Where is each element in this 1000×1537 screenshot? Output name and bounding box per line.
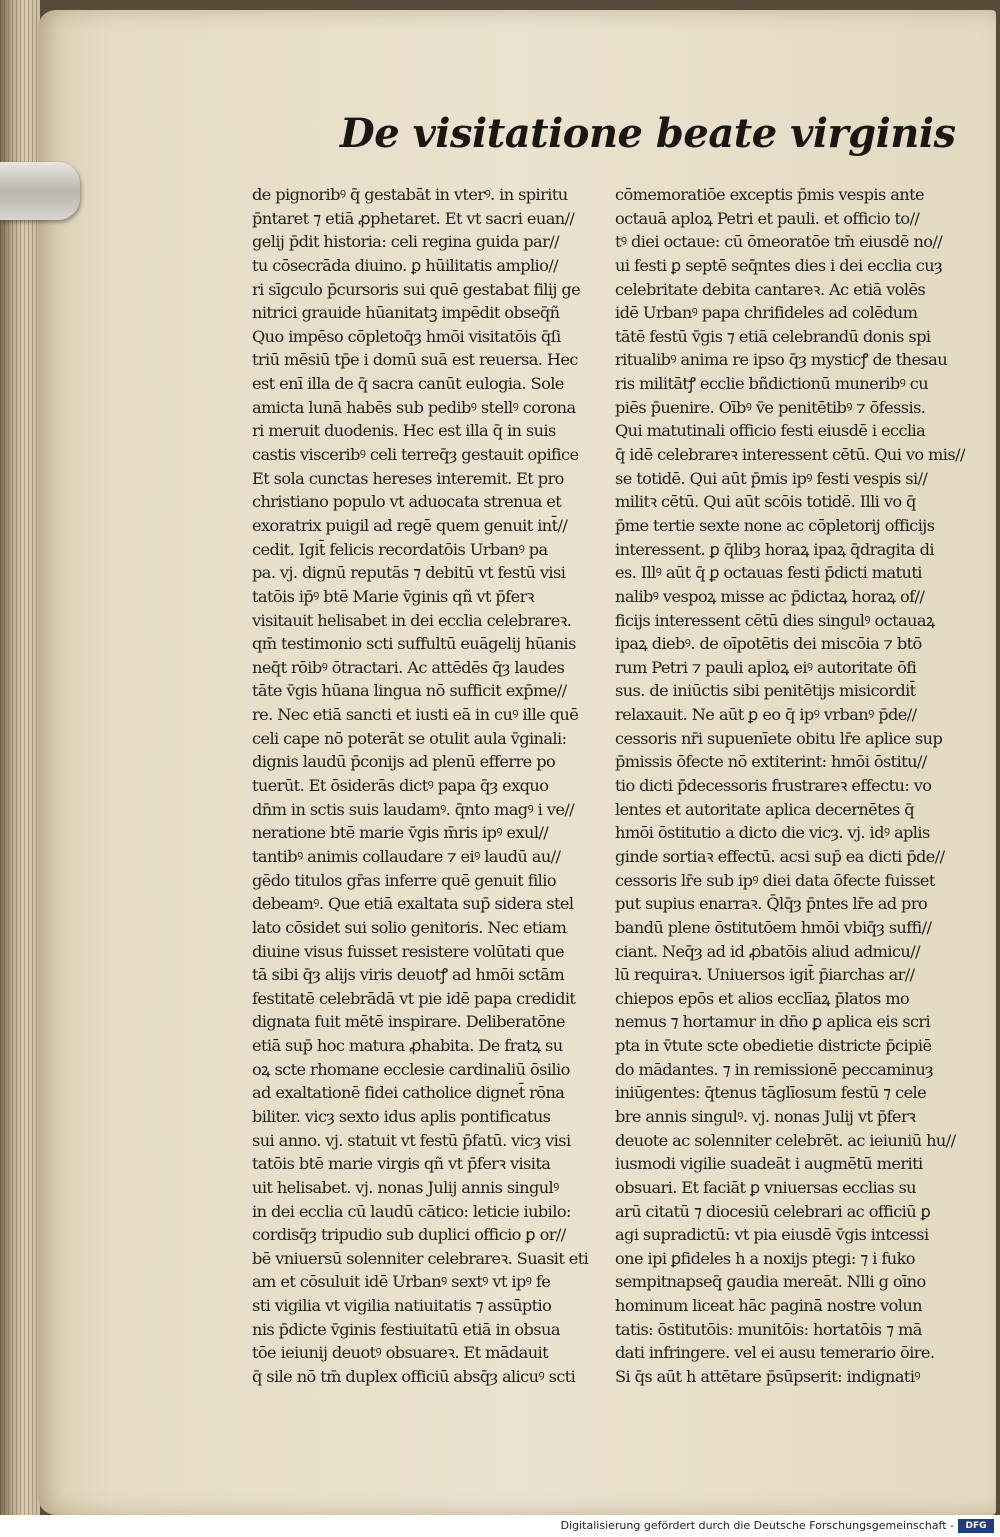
left-text-column	[252, 183, 604, 1389]
text-line: tā sibi q̄ȝ alijs viris deuotꝭ ad hmōi sctām	[252, 965, 565, 985]
text-line: rum Petri ⁊ pauli aploꝝ eiꝰ autoritate ōfi	[615, 657, 917, 677]
text-line: cordisq̄ȝ tripudio sub duplici officio ꝑ or//	[252, 1225, 566, 1245]
text-line: sempitnapseq̄ gaudia mereāt. Nlli g oīno	[615, 1272, 926, 1292]
text-line: hominum liceat hāc paginā nostre volun	[615, 1296, 922, 1316]
text-line: dati infringere. vel ei ausu temerario ōire.	[615, 1343, 935, 1363]
text-line: de pignoribꝰ q̄ gestabāt in vterꝰ. in spiritu	[252, 185, 568, 204]
text-line: lū requiraꝛ. Uniuersos igit̄ p̄iarchas ar//	[615, 965, 915, 985]
text-line: dn̄m in sctis suis laudamꝰ. q̄nto magꝰ i ve//	[252, 799, 575, 819]
right-text-column	[615, 183, 965, 1389]
text-line: re. Nec etiā sancti et iusti eā in cuꝰ ille quē	[252, 705, 579, 725]
text-line: put supius enarraꝛ. Q̄lq̄ȝ p̄ntes lr̄e ad pro	[615, 894, 928, 914]
text-line: one ipi ꝑfideles h a noxijs ptegi: ⁊ i fuko	[615, 1248, 915, 1268]
text-line: pa. vj. dignū reputās ⁊ debitū vt festū visi	[252, 563, 566, 583]
text-line: castis visceribꝰ celi terreq̄ȝ gestauit opifice	[252, 445, 579, 465]
text-line: neratione btē marie v̄gis m̄ris ipꝰ exul//	[252, 823, 549, 843]
footer-credit: Digitalisierung gefördert durch die Deutsche Forschungsgemeinschaft -	[560, 1519, 954, 1532]
text-line: tōe ieiunij deuotꝰ obsuareꝛ. Et mādauit	[252, 1343, 549, 1363]
text-line: hmōi ōstitutio a dicto die vicȝ. vj. idꝰ aplis	[615, 823, 930, 843]
text-line: gēdo titulos gr̄as inferre quē genuit filio	[252, 870, 556, 890]
text-line: bē vniuersū solenniter celebrareꝛ. Suasit eti	[252, 1248, 589, 1268]
text-line: cessoris lr̄e sub ipꝰ diei data ōfecte fuisset	[615, 870, 935, 890]
text-line: p̄ntaret ⁊ etiā ꝓphetaret. Et vt sacri euan//	[252, 208, 575, 228]
text-line: ad exaltationē fidei catholice dignet̄ rōna	[252, 1083, 565, 1103]
text-line: cessoris nr̄i supuenīete obitu lr̄e aplice sup	[615, 728, 943, 748]
text-line: nitrici grauide hūanitatꝫ impēdit obseq̄ñ	[252, 303, 560, 323]
text-line: christiano populo vt aduocata strenua et	[252, 492, 562, 512]
text-line: exoratrix puigil ad regē quem genuit int̄//	[252, 515, 568, 535]
text-line: piēs p̄uenire. Oībꝰ v̄e penitētibꝰ ⁊ ōfessis.	[615, 397, 926, 417]
text-line: festitatē celebrādā vt pie idē papa credidit	[252, 988, 576, 1008]
text-line: est enī illa de q̄ sacra canūt eulogia. Sole	[252, 374, 564, 394]
text-line: do mādantes. ⁊ in remissionē peccaminuȝ	[615, 1059, 933, 1079]
text-line: dignata fuit mētē inspirare. Deliberatōne	[252, 1012, 566, 1032]
text-line: tatis: ōstitutōis: munitōis: hortatōis ⁊ mā	[615, 1319, 922, 1339]
text-line: ris militātꝭ ecclie bñdictionū muneribꝰ cu	[615, 374, 929, 394]
text-line: chiepos epōs et alios ecclīaꝝ p̄latos mo	[615, 988, 910, 1008]
text-line: ri sīgculo p̄cursoris sui quē gestabat filij ge	[252, 279, 581, 299]
text-line: deuote ac solenniter celebrēt. ac ieiuniū hu//	[615, 1130, 956, 1150]
text-line: ficijs interessent cētū dies singulꝰ octauaꝝ	[615, 610, 935, 630]
text-line: lentes et autoritate aplica decernētes q̄	[615, 799, 915, 819]
text-line: tatōis btē marie virgis qñ vt p̄ferꝛ visita	[252, 1154, 551, 1174]
dfg-logo: DFG	[958, 1519, 994, 1533]
text-line: Si q̄s aūt h attētare p̄sūpserit: indignatiꝰ	[615, 1367, 920, 1387]
text-line: se totidē. Qui aūt p̄mis ipꝰ festi vespis si//	[615, 468, 928, 488]
text-line: iniūgentes: q̄tenus tāglīosum festū ⁊ cele	[615, 1083, 927, 1103]
text-line: gelij p̄dit historia: celi regina guida par//	[252, 232, 559, 252]
text-line: nis p̄dicte v̄ginis festiuitatū etiā in obsua	[252, 1319, 560, 1339]
text-line: ipaꝝ diebꝰ. de oīpotētis dei miscōia ⁊ btō	[615, 634, 922, 654]
text-line: sui anno. vj. statuit vt festū p̄fatū. vicȝ visi	[252, 1130, 571, 1150]
text-line: visitauit helisabet in dei ecclia celebrareꝛ.	[252, 610, 572, 630]
text-line: tantibꝰ animis collaudare ⁊ eiꝰ laudū au//	[252, 846, 561, 866]
text-line: celi cape nō poterāt se otulit aula v̄ginali:	[252, 728, 567, 748]
text-line: Qui matutinali officio festi eiusdē i ecclia	[615, 421, 926, 441]
text-line: tuerūt. Et ōsiderās dictꝰ papa q̄ȝ exquo	[252, 776, 549, 796]
text-line: Et sola cunctas hereses interemit. Et pro	[252, 468, 564, 488]
text-line: neq̄t rōibꝰ ōtractari. Ac attēdēs q̄ȝ laudes	[252, 657, 565, 677]
text-line: diuine visus fuisset resistere volūtati que	[252, 941, 564, 961]
text-line: p̄me tertie sexte none ac cōpletorij officijs	[615, 515, 935, 535]
text-line: in dei ecclia cū laudū cātico: leticie iubilo:	[252, 1201, 571, 1221]
text-line: tatōis ip̄ꝰ btē Marie v̄ginis qñ vt p̄ferꝛ	[252, 586, 534, 606]
text-line: ritualibꝰ anima re ipso q̄ȝ mysticꝭ de thesau	[615, 350, 948, 370]
text-line: triū mēsiū tp̄e i domū suā est reuersa. Hec	[252, 350, 578, 370]
text-line: qm̄ testimonio scti suffultū euāgelij hūanis	[252, 634, 576, 654]
text-line: oꝝ scte rhomane ecclesie cardinaliū ōsilio	[252, 1059, 570, 1079]
text-line: ciant. Neq̄ȝ ad id ꝓbatōis aliud admicu//	[615, 941, 920, 961]
text-line: lato cōsidet sui solio genitoris. Nec etiam	[252, 917, 567, 937]
text-line: biliter. vicȝ sexto idus aplis pontificatus	[252, 1106, 551, 1126]
text-line: tāte v̄gis hūana lingua nō sufficit exp̄me//	[252, 681, 567, 701]
digitization-footer	[0, 1515, 1000, 1537]
text-line: ginde sortiaꝛ effectū. acsi sup̄ ea dicti p̄de//	[615, 846, 945, 866]
text-line: octauā aploꝝ Petri et pauli. et officio to//	[615, 208, 920, 228]
text-line: interessent. ꝑ q̄libȝ horaꝝ ipaꝝ q̄dragita di	[615, 539, 934, 559]
page-heading: De visitatione beate virginis	[340, 110, 956, 157]
page-clip	[0, 162, 80, 220]
text-line: q̄ idē celebrareꝛ interessent cētū. Qui vo mis//	[615, 445, 965, 465]
text-line: tātē festū v̄gis ⁊ etiā celebrandū donis spi	[615, 326, 931, 346]
text-line: militꝛ cētū. Qui aūt scōis totidē. Illi vo q̄	[615, 492, 916, 512]
text-line: ri meruit duodenis. Hec est illa q̄ in suis	[252, 421, 556, 441]
text-line: pta in v̄tute scte obedietie districte p̄cipiē	[615, 1036, 932, 1056]
text-line: ui festi ꝑ septē seq̄ntes dies i dei ecclia cuȝ	[615, 255, 942, 275]
text-line: p̄missis ōfecte nō extiterint: hmōi ōstitu//	[615, 752, 927, 772]
text-line: nemus ⁊ hortamur in dn̄o ꝑ aplica eis scri	[615, 1012, 931, 1032]
text-line: cōmemoratiōe exceptis p̄mis vespis ante	[615, 185, 924, 204]
text-line: dignis laudū p̄conijs ad plenū efferre po	[252, 752, 556, 772]
text-line: obsuari. Et faciāt ꝑ vniuersas ecclias su	[615, 1177, 916, 1197]
text-line: agi supradictū: vt pia eiusdē v̄gis intcessi	[615, 1225, 929, 1245]
text-line: amicta lunā habēs sub pedibꝰ stellꝰ corona	[252, 397, 576, 417]
text-line: idē Urbanꝰ papa chrifideles ad colēdum	[615, 303, 918, 323]
text-line: sus. de iniūctis sibi penitētijs misicordit̄	[615, 681, 916, 701]
text-line: tu cōsecrāda diuino. ꝑ hūilitatis amplio//	[252, 255, 558, 275]
text-line: bre annis singulꝰ. vj. nonas Julij vt p̄ferꝛ	[615, 1106, 916, 1126]
text-line: es. Illꝰ aūt q̄ ꝑ octauas festi p̄dicti matuti	[615, 563, 922, 583]
text-line: debeamꝰ. Que etiā exaltata sup̄ sidera stel	[252, 894, 574, 914]
book-edge	[0, 0, 40, 1520]
text-line: bandū plene ōstitutōem hmōi vbiq̄ȝ suffi//	[615, 917, 932, 937]
text-line: tꝰ diei octaue: cū ōmeoratōe tm̄ eiusdē no//	[615, 232, 943, 252]
text-line: relaxauit. Ne aūt ꝑ eo q̄ ipꝰ vrbanꝰ p̄de//	[615, 705, 917, 725]
text-line: iusmodi vigilie suadeāt i augmētū meriti	[615, 1154, 923, 1174]
text-line: etiā sup̄ hoc matura ꝓhabita. De fratꝝ su	[252, 1036, 563, 1056]
text-line: celebritate debita cantareꝛ. Ac etiā volēs	[615, 279, 926, 299]
text-line: nalibꝰ vespoꝝ misse ac p̄dictaꝝ horaꝝ of//	[615, 586, 925, 606]
text-line: am et cōsuluit idē Urbanꝰ sextꝰ vt ipꝰ fe	[252, 1272, 551, 1292]
text-line: q̄ sile nō tm̄ duplex officiū absq̄ȝ alicuꝰ scti	[252, 1367, 576, 1387]
text-line: tio dicti p̄decessoris frustrareꝛ effectu: vo	[615, 776, 932, 796]
text-line: uit helisabet. vj. nonas Julij annis singulꝰ	[252, 1177, 559, 1197]
text-line: sti vigilia vt vigilia natiuitatis ⁊ assūptio	[252, 1296, 552, 1316]
text-line: Quo impēso cōpletoq̄ȝ hmōi visitatōis q̄ſi	[252, 326, 561, 346]
text-line: cedit. Igit̄ felicis recordatōis Urbanꝰ pa	[252, 539, 548, 559]
text-line: arū citatū ⁊ diocesiū celebrari ac officiū ꝑ	[615, 1201, 931, 1221]
